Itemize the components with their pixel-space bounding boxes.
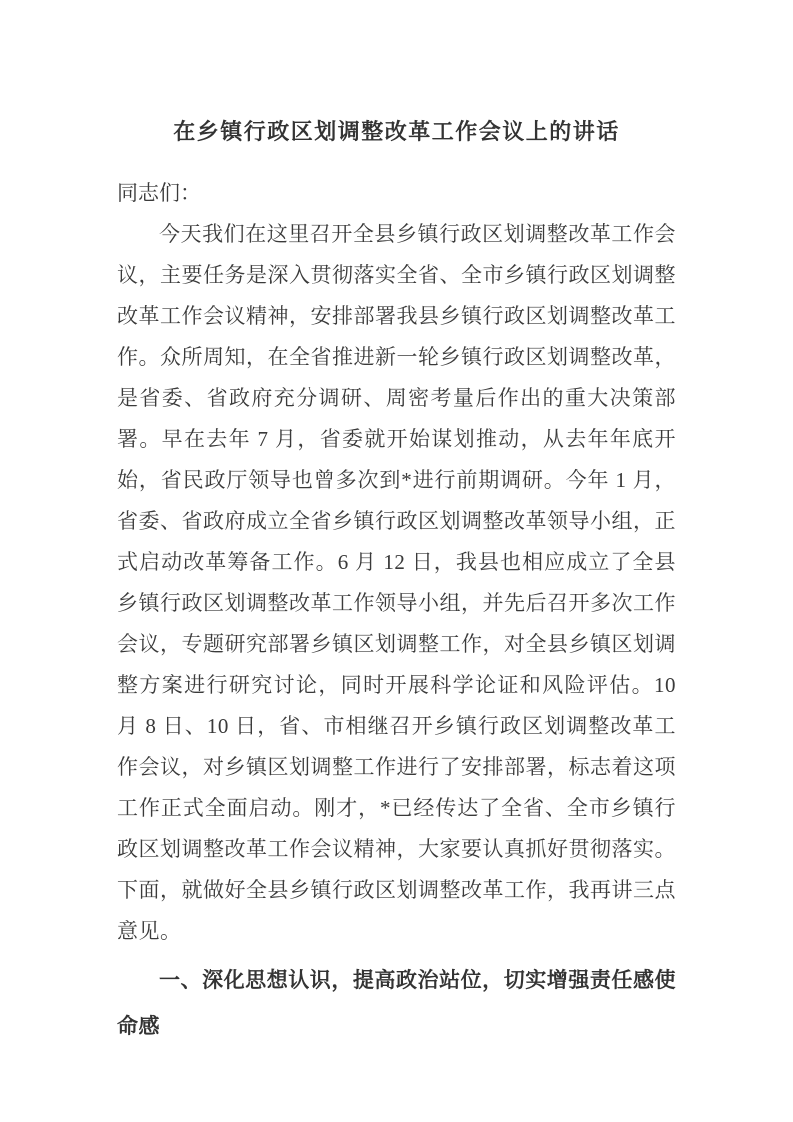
body-paragraph: 今天我们在这里召开全县乡镇行政区划调整改革工作会议，主要任务是深入贯彻落实全省、全市乡镇行政区划调整改革工作会议精神，安排部署我县乡镇行政区划调整改革工作。众所周知，在全省推进新一轮乡镇行政区划调整改革，是省委、省政府充分调研、周密考量后作出的重大决策部署。早在去年 7 月，省委就开始谋划推动，从去年年底开始，省民政厅领导也曾多次到*进行前期调研。今年 1 月，省委、省政府成立全省乡镇行政区划调整改革领导小组，正式启动改革筹备工作。6 月 12 日，我县也相应成立了全县乡镇行政区划调整改革工作领导小组，并先后召开多次工作会议，专题研究部署乡镇区划调整工作，对全县乡镇区划调整方案进行研究讨论，同时开展科学论证和风险评估。10 月 8 日、10 日，省、市相继召开乡镇行政区划调整改革工作会议，对乡镇区划调整工作进行了安排部署，标志着这项工作正式全面启动。刚才，*已经传达了全省、全市乡镇行政区划调整改革工作会议精神，大家要认真抓好贯彻落实。下面，就做好全县乡镇行政区划调整改革工作，我再讲三点意见。 <box>117 222 676 943</box>
salutation: 同志们： <box>117 181 201 205</box>
section-heading-1: 一、深化思想认识，提高政治站位，切实增强责任感使命感 <box>117 968 676 1038</box>
document-title: 在乡镇行政区划调整改革工作会议上的讲话 <box>173 119 620 144</box>
